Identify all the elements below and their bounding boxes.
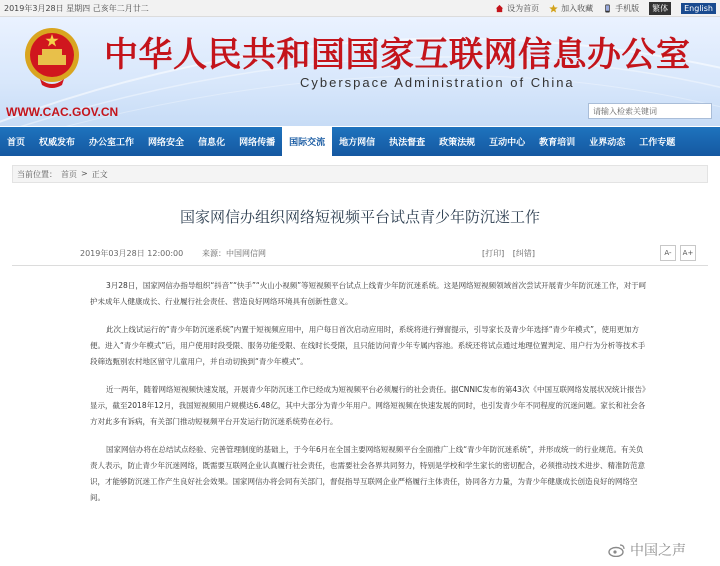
add-favorite-label: 加入收藏 xyxy=(561,4,594,13)
current-date: 2019年3月28日 星期四 己亥年二月廿二 xyxy=(4,4,149,13)
article-body xyxy=(90,278,650,518)
report-error-link[interactable]: [纠错] xyxy=(512,249,536,258)
article-datetime: 2019年03月28日 12:00:00 xyxy=(80,249,184,258)
traditional-chinese-button[interactable]: 繁体 xyxy=(649,2,671,15)
search-input[interactable]: 请输入检索关键词 xyxy=(588,103,712,119)
article-paragraph: 3月28日，国家网信办指导组织“抖音”“快手”“火山小视频”等短视频平台试点上线青少年防沉迷系统。这是网络短视频领域首次尝试开展青少年防沉迷工作，对于呵护未成年人健康成长、行业履行社会责任、营造良好网络环境具有创新性意义。 xyxy=(90,281,647,306)
article xyxy=(12,190,708,566)
breadcrumb-prefix: 当前位置： xyxy=(17,170,57,179)
nav-item-training[interactable]: 教育培训 xyxy=(539,138,576,148)
nav-item-enforcement[interactable]: 执法督查 xyxy=(389,138,426,148)
phone-icon xyxy=(603,4,612,13)
font-larger-button[interactable]: A+ xyxy=(680,245,696,261)
nav-item-industry[interactable]: 业界动态 xyxy=(589,138,626,148)
nav-item-topics[interactable]: 工作专题 xyxy=(639,138,676,148)
article-meta xyxy=(12,245,708,266)
nav-item-local[interactable]: 地方网信 xyxy=(339,138,376,148)
site-title: 中华人民共和国国家互联网信息办公室 xyxy=(104,35,691,75)
print-link[interactable]: [打印] xyxy=(482,249,505,258)
nav-item-office[interactable]: 办公室工作 xyxy=(89,138,135,148)
breadcrumb-home-link[interactable]: 首页 xyxy=(61,170,77,179)
mobile-version-link[interactable] xyxy=(603,3,639,14)
site-header xyxy=(0,17,720,126)
font-smaller-button[interactable]: A- xyxy=(660,245,676,261)
nav-item-informatization[interactable]: 信息化 xyxy=(198,138,226,148)
article-source: 来源：中国网信网 xyxy=(202,249,266,258)
source-watermark xyxy=(608,540,686,560)
home-icon xyxy=(495,4,504,13)
nav-item-international[interactable]: 国际交流 xyxy=(282,127,332,156)
weibo-icon xyxy=(608,543,626,557)
top-links xyxy=(495,2,716,15)
site-subtitle: Cyberspace Administration of China xyxy=(300,75,575,90)
nav-item-security[interactable]: 网络安全 xyxy=(148,138,185,148)
main-nav xyxy=(0,127,720,156)
nav-item-home[interactable]: 首页 xyxy=(7,138,26,148)
breadcrumb-separator: > xyxy=(81,169,88,178)
article-actions xyxy=(482,248,541,259)
set-homepage-link[interactable] xyxy=(495,3,539,14)
article-paragraph: 国家网信办将在总结试点经验、完善管理制度的基础上，于今年6月在全国主要网络短视频平台全面推广上线“青少年防沉迷系统”，并形成统一的行业规范。有关负责人表示，防止青少年沉迷网络，既需要互联网企业认真履行社会责任，也需要社会各界共同努力，特别是学校和学生家长的密切配合，必须推动技术进步、精准防范意识，才能够防沉迷工作产生良好社会效果。国家网信办将会同有关部门，督促指导互联网企业严格履行主体责任，协同各方力量，为青少年健康成长创造良好的网络空间。 xyxy=(90,445,645,502)
set-homepage-label: 设为首页 xyxy=(507,4,540,13)
article-paragraph: 近一两年，随着网络短视频快速发展，开展青少年防沉迷工作已经成为短视频平台必须履行的社会责任。据CNNIC发布的第43次《中国互联网络发展状况统计报告》显示，截至2018年12月，我国短视频用户规模达6.48亿，其中大部分为青少年用户。网络短视频在快速发展的同时，也引发青少年不同程度的沉迷问题。家长和社会各方对此多有诉病，有关部门推动短视频平台开发运行防沉迷系统势在必行。 xyxy=(90,385,650,426)
mobile-version-label: 手机版 xyxy=(615,4,640,13)
nav-item-communication[interactable]: 网络传播 xyxy=(239,138,276,148)
nav-item-policy[interactable]: 政策法规 xyxy=(439,138,476,148)
breadcrumb-current: 正文 xyxy=(91,170,108,179)
star-icon xyxy=(549,4,558,13)
english-button[interactable]: English xyxy=(681,3,716,14)
watermark-text: 中国之声 xyxy=(630,543,686,559)
font-size-controls xyxy=(660,245,696,261)
nav-item-releases[interactable]: 权威发布 xyxy=(39,138,76,148)
nav-item-interaction[interactable]: 互动中心 xyxy=(489,138,526,148)
national-emblem-logo xyxy=(22,25,82,89)
article-paragraph: 此次上线试运行的“青少年防沉迷系统”内置于短视频应用中，用户每日首次启动应用时，系统将进行弹窗提示，引导家长及青少年选择“青少年模式”，使用更加方便。进入“青少年模式”后，用户使用时段受限、服务功能受限、在线时长受限，且只能访问青少年专属内容池。系统还将试点通过地理位置判定、用户行为分析等技术手段筛选甄别农村地区留守儿童用户，并自动切换到“青少年模式”。 xyxy=(90,325,646,366)
add-favorite-link[interactable] xyxy=(549,3,593,14)
site-domain: WWW.CAC.GOV.CN xyxy=(6,105,119,119)
article-title: 国家网信办组织网络短视频平台试点青少年防沉迷工作 xyxy=(179,208,540,226)
breadcrumb xyxy=(12,165,708,183)
top-bar xyxy=(0,0,720,17)
